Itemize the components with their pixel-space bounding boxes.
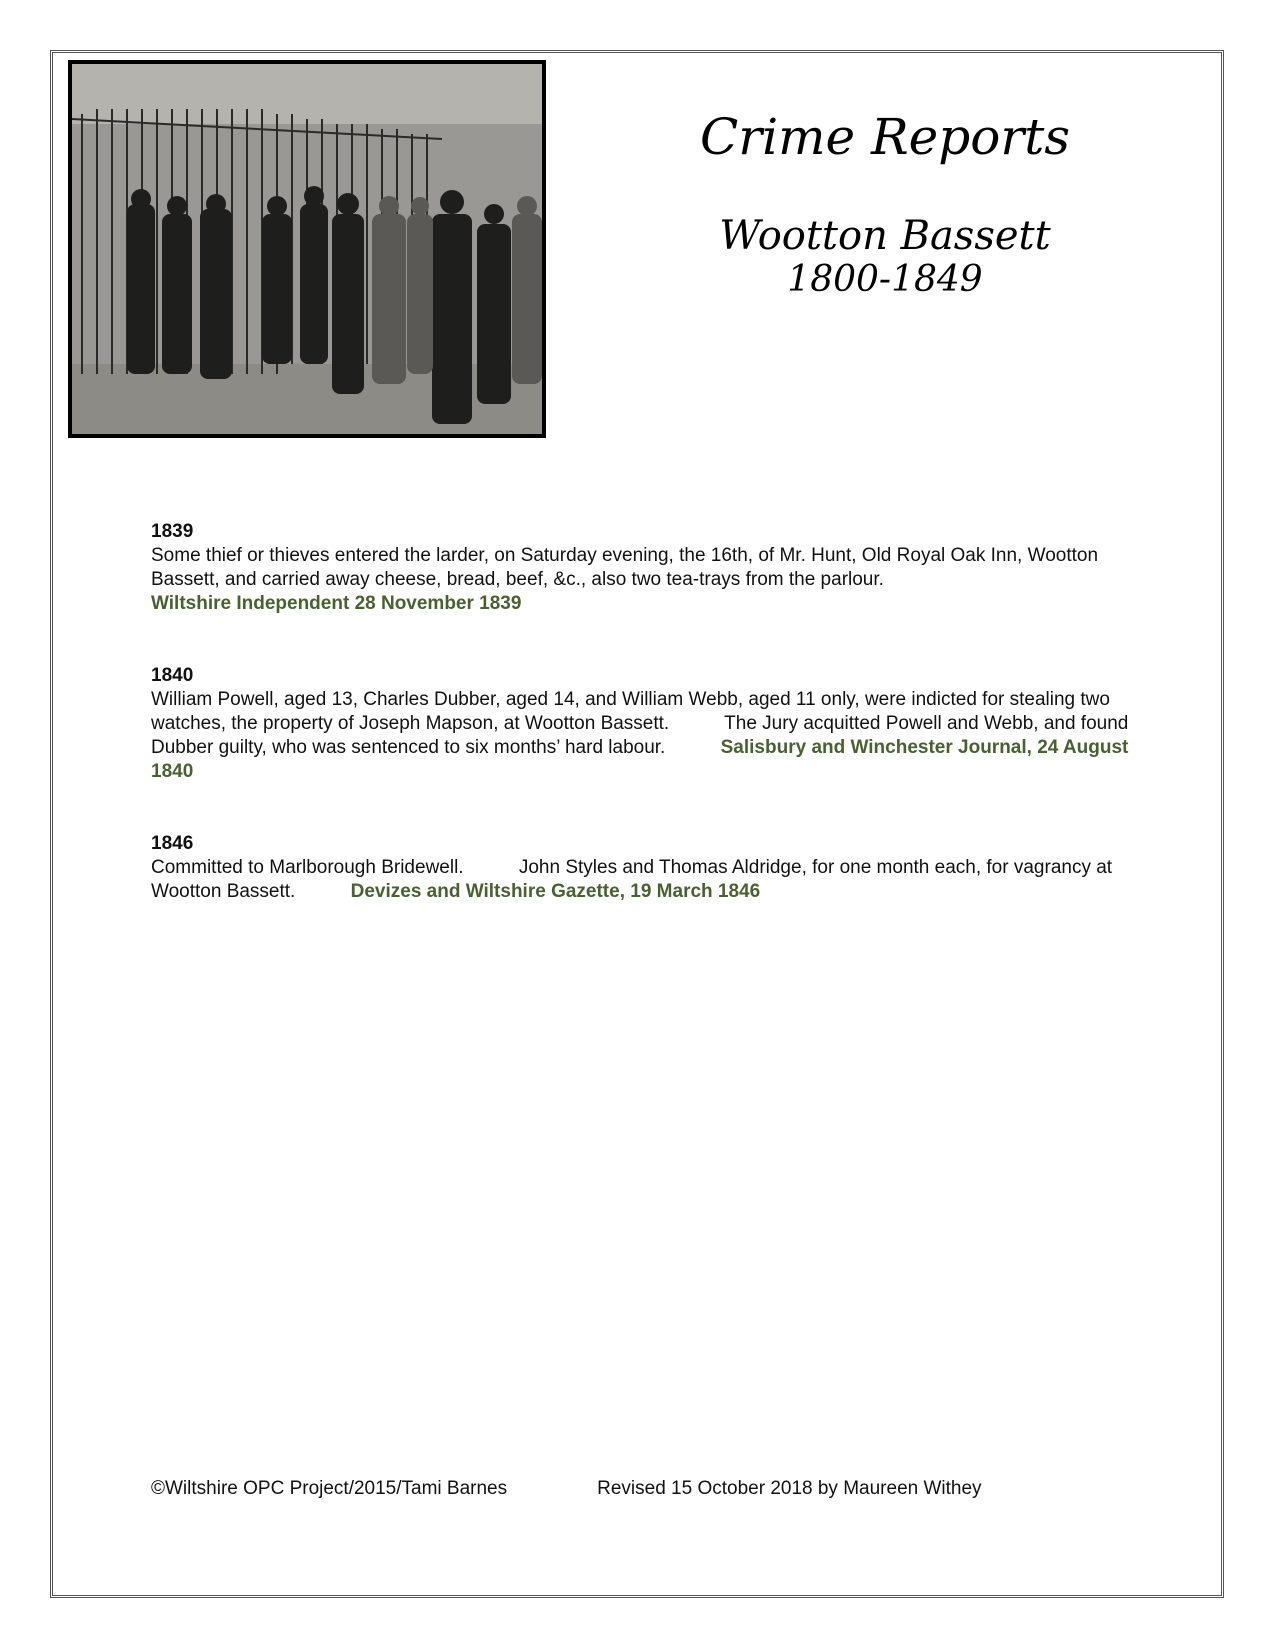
entry-text: Committed to Marlborough Bridewell.	[151, 857, 464, 878]
entry-1846	[151, 832, 1131, 904]
place-title: Wootton Bassett	[719, 213, 1051, 259]
entry-text-continued: John Styles and Thomas Aldridge, for one month each, for vagrancy at Wootton Bassett.	[151, 857, 1113, 902]
crime-entries	[151, 520, 1131, 952]
date-range: 1800-1849	[787, 259, 983, 300]
entry-year: 1840	[151, 665, 194, 686]
prison-gate-icon	[72, 64, 542, 434]
revision-note: Revised 15 October 2018 by Maureen Withey	[597, 1478, 982, 1499]
entry-text-continued: The Jury acquitted Powell and Webb, and found Dubber guilty, who was sentenced to six months’ hard labour.	[151, 713, 1129, 758]
entry-1839	[151, 520, 1131, 616]
engraving-illustration	[68, 60, 546, 438]
entry-1840	[151, 664, 1131, 784]
page-title: Crime Reports	[699, 108, 1071, 166]
entry-source: Wiltshire Independent 28 November 1839	[151, 593, 522, 614]
entry-source: Salisbury and Winchester Journal, 24 August 1840	[151, 737, 1129, 782]
entry-source: Devizes and Wiltshire Gazette, 19 March 1846	[350, 881, 761, 902]
copyright-notice: ©Wiltshire OPC Project/2015/Tami Barnes	[151, 1478, 508, 1499]
entry-year: 1839	[151, 521, 194, 542]
entry-text: Some thief or thieves entered the larder, on Saturday evening, the 16th, of Mr. Hunt, Old Royal Oak Inn, Wootton Bassett, and carried away cheese, bread, beef, &c., also two tea-trays from the parlour.	[151, 545, 1099, 590]
entry-year: 1846	[151, 833, 194, 854]
page-footer	[151, 1478, 982, 1500]
entry-text: William Powell, aged 13, Charles Dubber, aged 14, and William Webb, aged 11 only, were indicted for stealing two watches, the property of Joseph Mapson, at Wootton Bassett.	[151, 689, 1110, 734]
title-block	[640, 110, 1130, 300]
